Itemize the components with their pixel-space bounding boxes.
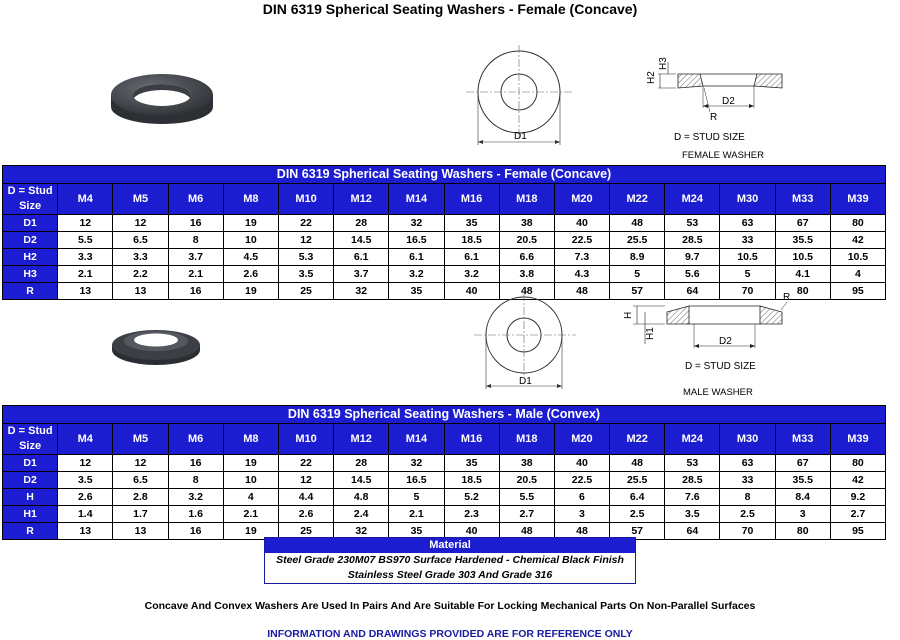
table-cell: 2.3 xyxy=(444,506,499,523)
material-box xyxy=(264,537,636,584)
table-cell: 25.5 xyxy=(610,472,665,489)
row-label: D2 xyxy=(3,472,58,489)
table-cell: 2.1 xyxy=(168,266,223,283)
table-cell: 28.5 xyxy=(665,232,720,249)
male-washer-caption: MALE WASHER xyxy=(683,387,753,398)
male-d2-label: D2 xyxy=(719,336,732,347)
table-cell: 57 xyxy=(610,523,665,540)
table-cell: 4.8 xyxy=(334,489,389,506)
table-cell: 8.9 xyxy=(610,249,665,266)
table-cell: 33 xyxy=(720,472,775,489)
table-cell: 19 xyxy=(223,523,278,540)
table-cell: 3.3 xyxy=(113,249,168,266)
table-cell: 40 xyxy=(554,455,609,472)
table-cell: 5.6 xyxy=(665,266,720,283)
table-cell: 5 xyxy=(720,266,775,283)
male-header-row xyxy=(3,424,886,455)
table-cell: 2.1 xyxy=(58,266,113,283)
female-col-header: M20 xyxy=(554,184,609,215)
material-header: Material xyxy=(265,538,635,553)
table-cell: 32 xyxy=(389,455,444,472)
female-header-row xyxy=(3,184,886,215)
table-cell: 16.5 xyxy=(389,472,444,489)
table-cell: 12 xyxy=(58,215,113,232)
table-cell: 12 xyxy=(278,232,333,249)
male-col-header: M12 xyxy=(334,424,389,455)
table-cell: 3.5 xyxy=(58,472,113,489)
male-h1-label: H1 xyxy=(645,327,656,340)
table-cell: 95 xyxy=(830,523,885,540)
table-cell: 2.7 xyxy=(830,506,885,523)
table-cell: 3.5 xyxy=(278,266,333,283)
table-cell: 80 xyxy=(830,455,885,472)
male-col-header: D = Stud Size xyxy=(3,424,58,455)
table-cell: 16 xyxy=(168,215,223,232)
table-cell: 2.6 xyxy=(223,266,278,283)
male-table-title: DIN 6319 Spherical Seating Washers - Male (Convex) xyxy=(3,406,886,424)
table-cell: 80 xyxy=(830,215,885,232)
male-d1-label: D1 xyxy=(519,376,532,387)
table-cell: 25 xyxy=(278,283,333,300)
table-cell: 40 xyxy=(444,523,499,540)
female-col-header: M10 xyxy=(278,184,333,215)
row-label: H3 xyxy=(3,266,58,283)
male-h-label: H xyxy=(623,311,634,319)
table-cell: 4 xyxy=(223,489,278,506)
table-cell: 12 xyxy=(278,472,333,489)
table-cell: 2.1 xyxy=(389,506,444,523)
table-cell: 4.1 xyxy=(775,266,830,283)
table-cell: 10.5 xyxy=(830,249,885,266)
male-col-header: M10 xyxy=(278,424,333,455)
table-cell: 53 xyxy=(665,215,720,232)
table-cell: 16 xyxy=(168,455,223,472)
row-label: R xyxy=(3,283,58,300)
table-cell: 10 xyxy=(223,232,278,249)
table-cell: 2.6 xyxy=(278,506,333,523)
female-col-header: M33 xyxy=(775,184,830,215)
table-cell: 48 xyxy=(554,523,609,540)
table-cell: 7.6 xyxy=(665,489,720,506)
row-label: H2 xyxy=(3,249,58,266)
table-cell: 16.5 xyxy=(389,232,444,249)
female-col-header: M6 xyxy=(168,184,223,215)
row-label: H xyxy=(3,489,58,506)
table-cell: 5.3 xyxy=(278,249,333,266)
table-cell: 2.1 xyxy=(223,506,278,523)
table-cell: 10.5 xyxy=(720,249,775,266)
table-cell: 3.2 xyxy=(389,266,444,283)
material-line-2: Stainless Steel Grade 303 And Grade 316 xyxy=(347,569,553,581)
male-washer-photo xyxy=(108,320,203,370)
row-label: R xyxy=(3,523,58,540)
male-col-header: M24 xyxy=(665,424,720,455)
table-cell: 35 xyxy=(389,523,444,540)
male-col-header: M4 xyxy=(58,424,113,455)
table-cell: 2.2 xyxy=(113,266,168,283)
male-col-header: M6 xyxy=(168,424,223,455)
female-col-header: M12 xyxy=(334,184,389,215)
table-cell: 22 xyxy=(278,215,333,232)
female-section-drawing xyxy=(630,52,795,164)
table-cell: 2.6 xyxy=(58,489,113,506)
table-cell: 40 xyxy=(444,283,499,300)
table-cell: 3 xyxy=(554,506,609,523)
table-cell: 22 xyxy=(278,455,333,472)
table-cell: 9.7 xyxy=(665,249,720,266)
table-cell: 2.8 xyxy=(113,489,168,506)
male-col-header: M14 xyxy=(389,424,444,455)
table-cell: 28 xyxy=(334,455,389,472)
table-row xyxy=(3,249,886,266)
table-cell: 3.7 xyxy=(168,249,223,266)
row-label: H1 xyxy=(3,506,58,523)
table-cell: 3.3 xyxy=(58,249,113,266)
row-label: D1 xyxy=(3,455,58,472)
table-cell: 12 xyxy=(113,215,168,232)
male-col-header: M16 xyxy=(444,424,499,455)
male-section-drawing xyxy=(615,288,795,400)
table-cell: 80 xyxy=(775,523,830,540)
table-cell: 42 xyxy=(830,232,885,249)
table-cell: 48 xyxy=(499,523,554,540)
table-cell: 20.5 xyxy=(499,232,554,249)
table-cell: 6.4 xyxy=(610,489,665,506)
female-washer-photo xyxy=(105,65,220,125)
table-cell: 18.5 xyxy=(444,472,499,489)
male-col-header: M8 xyxy=(223,424,278,455)
table-cell: 32 xyxy=(334,523,389,540)
male-col-header: M33 xyxy=(775,424,830,455)
female-spec-table xyxy=(2,165,886,300)
table-cell: 28 xyxy=(334,215,389,232)
table-cell: 35.5 xyxy=(775,232,830,249)
table-cell: 22.5 xyxy=(554,472,609,489)
table-cell: 8 xyxy=(720,489,775,506)
male-stud-size-note: D = STUD SIZE xyxy=(685,361,756,372)
table-cell: 4 xyxy=(830,266,885,283)
row-label: D1 xyxy=(3,215,58,232)
table-cell: 3.5 xyxy=(665,506,720,523)
female-col-header: D = Stud Size xyxy=(3,184,58,215)
table-cell: 3.2 xyxy=(444,266,499,283)
table-cell: 25.5 xyxy=(610,232,665,249)
table-cell: 19 xyxy=(223,455,278,472)
table-cell: 8 xyxy=(168,232,223,249)
table-cell: 48 xyxy=(610,455,665,472)
disclaimer: INFORMATION AND DRAWINGS PROVIDED ARE FOR REFERENCE ONLY xyxy=(267,628,633,640)
table-cell: 4.3 xyxy=(554,266,609,283)
table-cell: 10.5 xyxy=(775,249,830,266)
female-col-header: M14 xyxy=(389,184,444,215)
table-cell: 1.7 xyxy=(113,506,168,523)
table-cell: 35 xyxy=(444,215,499,232)
table-cell: 40 xyxy=(554,215,609,232)
table-cell: 20.5 xyxy=(499,472,554,489)
table-cell: 35 xyxy=(389,283,444,300)
table-cell: 6.1 xyxy=(334,249,389,266)
female-h3-label: H3 xyxy=(658,57,669,70)
female-col-header: M18 xyxy=(499,184,554,215)
table-cell: 13 xyxy=(113,523,168,540)
table-row xyxy=(3,232,886,249)
table-cell: 48 xyxy=(499,283,554,300)
table-cell: 12 xyxy=(113,455,168,472)
material-line-1: Steel Grade 230M07 BS970 Surface Hardened - Chemical Black Finish xyxy=(276,554,624,566)
table-cell: 16 xyxy=(168,283,223,300)
female-col-header: M5 xyxy=(113,184,168,215)
female-col-header: M16 xyxy=(444,184,499,215)
table-cell: 42 xyxy=(830,472,885,489)
table-cell: 57 xyxy=(610,283,665,300)
table-row xyxy=(3,472,886,489)
female-body xyxy=(3,215,886,300)
table-cell: 6.6 xyxy=(499,249,554,266)
female-table-title: DIN 6319 Spherical Seating Washers - Female (Concave) xyxy=(3,166,886,184)
table-cell: 1.6 xyxy=(168,506,223,523)
table-cell: 5.5 xyxy=(58,232,113,249)
table-cell: 67 xyxy=(775,455,830,472)
female-col-header: M4 xyxy=(58,184,113,215)
male-col-header: M39 xyxy=(830,424,885,455)
table-cell: 2.4 xyxy=(334,506,389,523)
table-cell: 70 xyxy=(720,523,775,540)
table-cell: 48 xyxy=(554,283,609,300)
table-cell: 64 xyxy=(665,283,720,300)
male-col-header: M30 xyxy=(720,424,775,455)
table-cell: 6.5 xyxy=(113,232,168,249)
table-cell: 64 xyxy=(665,523,720,540)
male-col-header: M22 xyxy=(610,424,665,455)
table-cell: 19 xyxy=(223,215,278,232)
table-cell: 63 xyxy=(720,455,775,472)
table-cell: 67 xyxy=(775,215,830,232)
table-cell: 32 xyxy=(334,283,389,300)
male-front-view-drawing xyxy=(472,293,587,393)
table-cell: 19 xyxy=(223,283,278,300)
table-cell: 4.4 xyxy=(278,489,333,506)
table-cell: 5 xyxy=(389,489,444,506)
table-cell: 33 xyxy=(720,232,775,249)
table-cell: 4.5 xyxy=(223,249,278,266)
table-cell: 28.5 xyxy=(665,472,720,489)
row-label: D2 xyxy=(3,232,58,249)
table-cell: 3.2 xyxy=(168,489,223,506)
table-cell: 53 xyxy=(665,455,720,472)
table-cell: 3.7 xyxy=(334,266,389,283)
female-col-header: M8 xyxy=(223,184,278,215)
table-cell: 6.1 xyxy=(389,249,444,266)
male-col-header: M18 xyxy=(499,424,554,455)
table-cell: 9.2 xyxy=(830,489,885,506)
male-spec-table xyxy=(2,405,886,540)
table-cell: 32 xyxy=(389,215,444,232)
table-cell: 8.4 xyxy=(775,489,830,506)
table-cell: 6.1 xyxy=(444,249,499,266)
table-cell: 48 xyxy=(610,215,665,232)
table-row xyxy=(3,455,886,472)
table-cell: 14.5 xyxy=(334,232,389,249)
page-title: DIN 6319 Spherical Seating Washers - Female (Concave) xyxy=(262,1,638,17)
table-cell: 2.5 xyxy=(720,506,775,523)
table-cell: 22.5 xyxy=(554,232,609,249)
female-col-header: M24 xyxy=(665,184,720,215)
table-cell: 3 xyxy=(775,506,830,523)
female-d2-label: D2 xyxy=(722,96,735,107)
table-cell: 16 xyxy=(168,523,223,540)
table-cell: 63 xyxy=(720,215,775,232)
female-r-label: R xyxy=(710,112,718,123)
table-row xyxy=(3,506,886,523)
table-cell: 13 xyxy=(58,523,113,540)
female-stud-size-note: D = STUD SIZE xyxy=(674,132,745,143)
table-cell: 7.3 xyxy=(554,249,609,266)
table-row xyxy=(3,266,886,283)
table-cell: 35.5 xyxy=(775,472,830,489)
female-col-header: M39 xyxy=(830,184,885,215)
table-cell: 12 xyxy=(58,455,113,472)
table-cell: 1.4 xyxy=(58,506,113,523)
table-cell: 2.7 xyxy=(499,506,554,523)
female-col-header: M22 xyxy=(610,184,665,215)
table-cell: 10 xyxy=(223,472,278,489)
male-col-header: M5 xyxy=(113,424,168,455)
table-cell: 95 xyxy=(830,283,885,300)
table-cell: 3.8 xyxy=(499,266,554,283)
table-cell: 35 xyxy=(444,455,499,472)
female-washer-caption: FEMALE WASHER xyxy=(682,150,764,161)
table-cell: 6 xyxy=(554,489,609,506)
table-cell: 25 xyxy=(278,523,333,540)
table-cell: 18.5 xyxy=(444,232,499,249)
table-cell: 2.5 xyxy=(610,506,665,523)
table-cell: 38 xyxy=(499,215,554,232)
table-cell: 5.5 xyxy=(499,489,554,506)
usage-note: Concave And Convex Washers Are Used In Pairs And Are Suitable For Locking Mechanical Parts On Non-Parallel Surfaces xyxy=(144,600,756,612)
male-r-label: R xyxy=(783,292,791,303)
table-cell: 8 xyxy=(168,472,223,489)
table-cell: 80 xyxy=(775,283,830,300)
table-cell: 13 xyxy=(58,283,113,300)
female-front-view-drawing xyxy=(462,45,582,157)
table-cell: 5.2 xyxy=(444,489,499,506)
table-cell: 70 xyxy=(720,283,775,300)
table-cell: 13 xyxy=(113,283,168,300)
table-row xyxy=(3,215,886,232)
male-col-header: M20 xyxy=(554,424,609,455)
female-col-header: M30 xyxy=(720,184,775,215)
table-cell: 14.5 xyxy=(334,472,389,489)
female-h2-label: H2 xyxy=(646,71,657,84)
male-body xyxy=(3,455,886,540)
table-cell: 38 xyxy=(499,455,554,472)
table-cell: 6.5 xyxy=(113,472,168,489)
table-row xyxy=(3,489,886,506)
table-cell: 5 xyxy=(610,266,665,283)
female-d1-label: D1 xyxy=(514,131,527,142)
